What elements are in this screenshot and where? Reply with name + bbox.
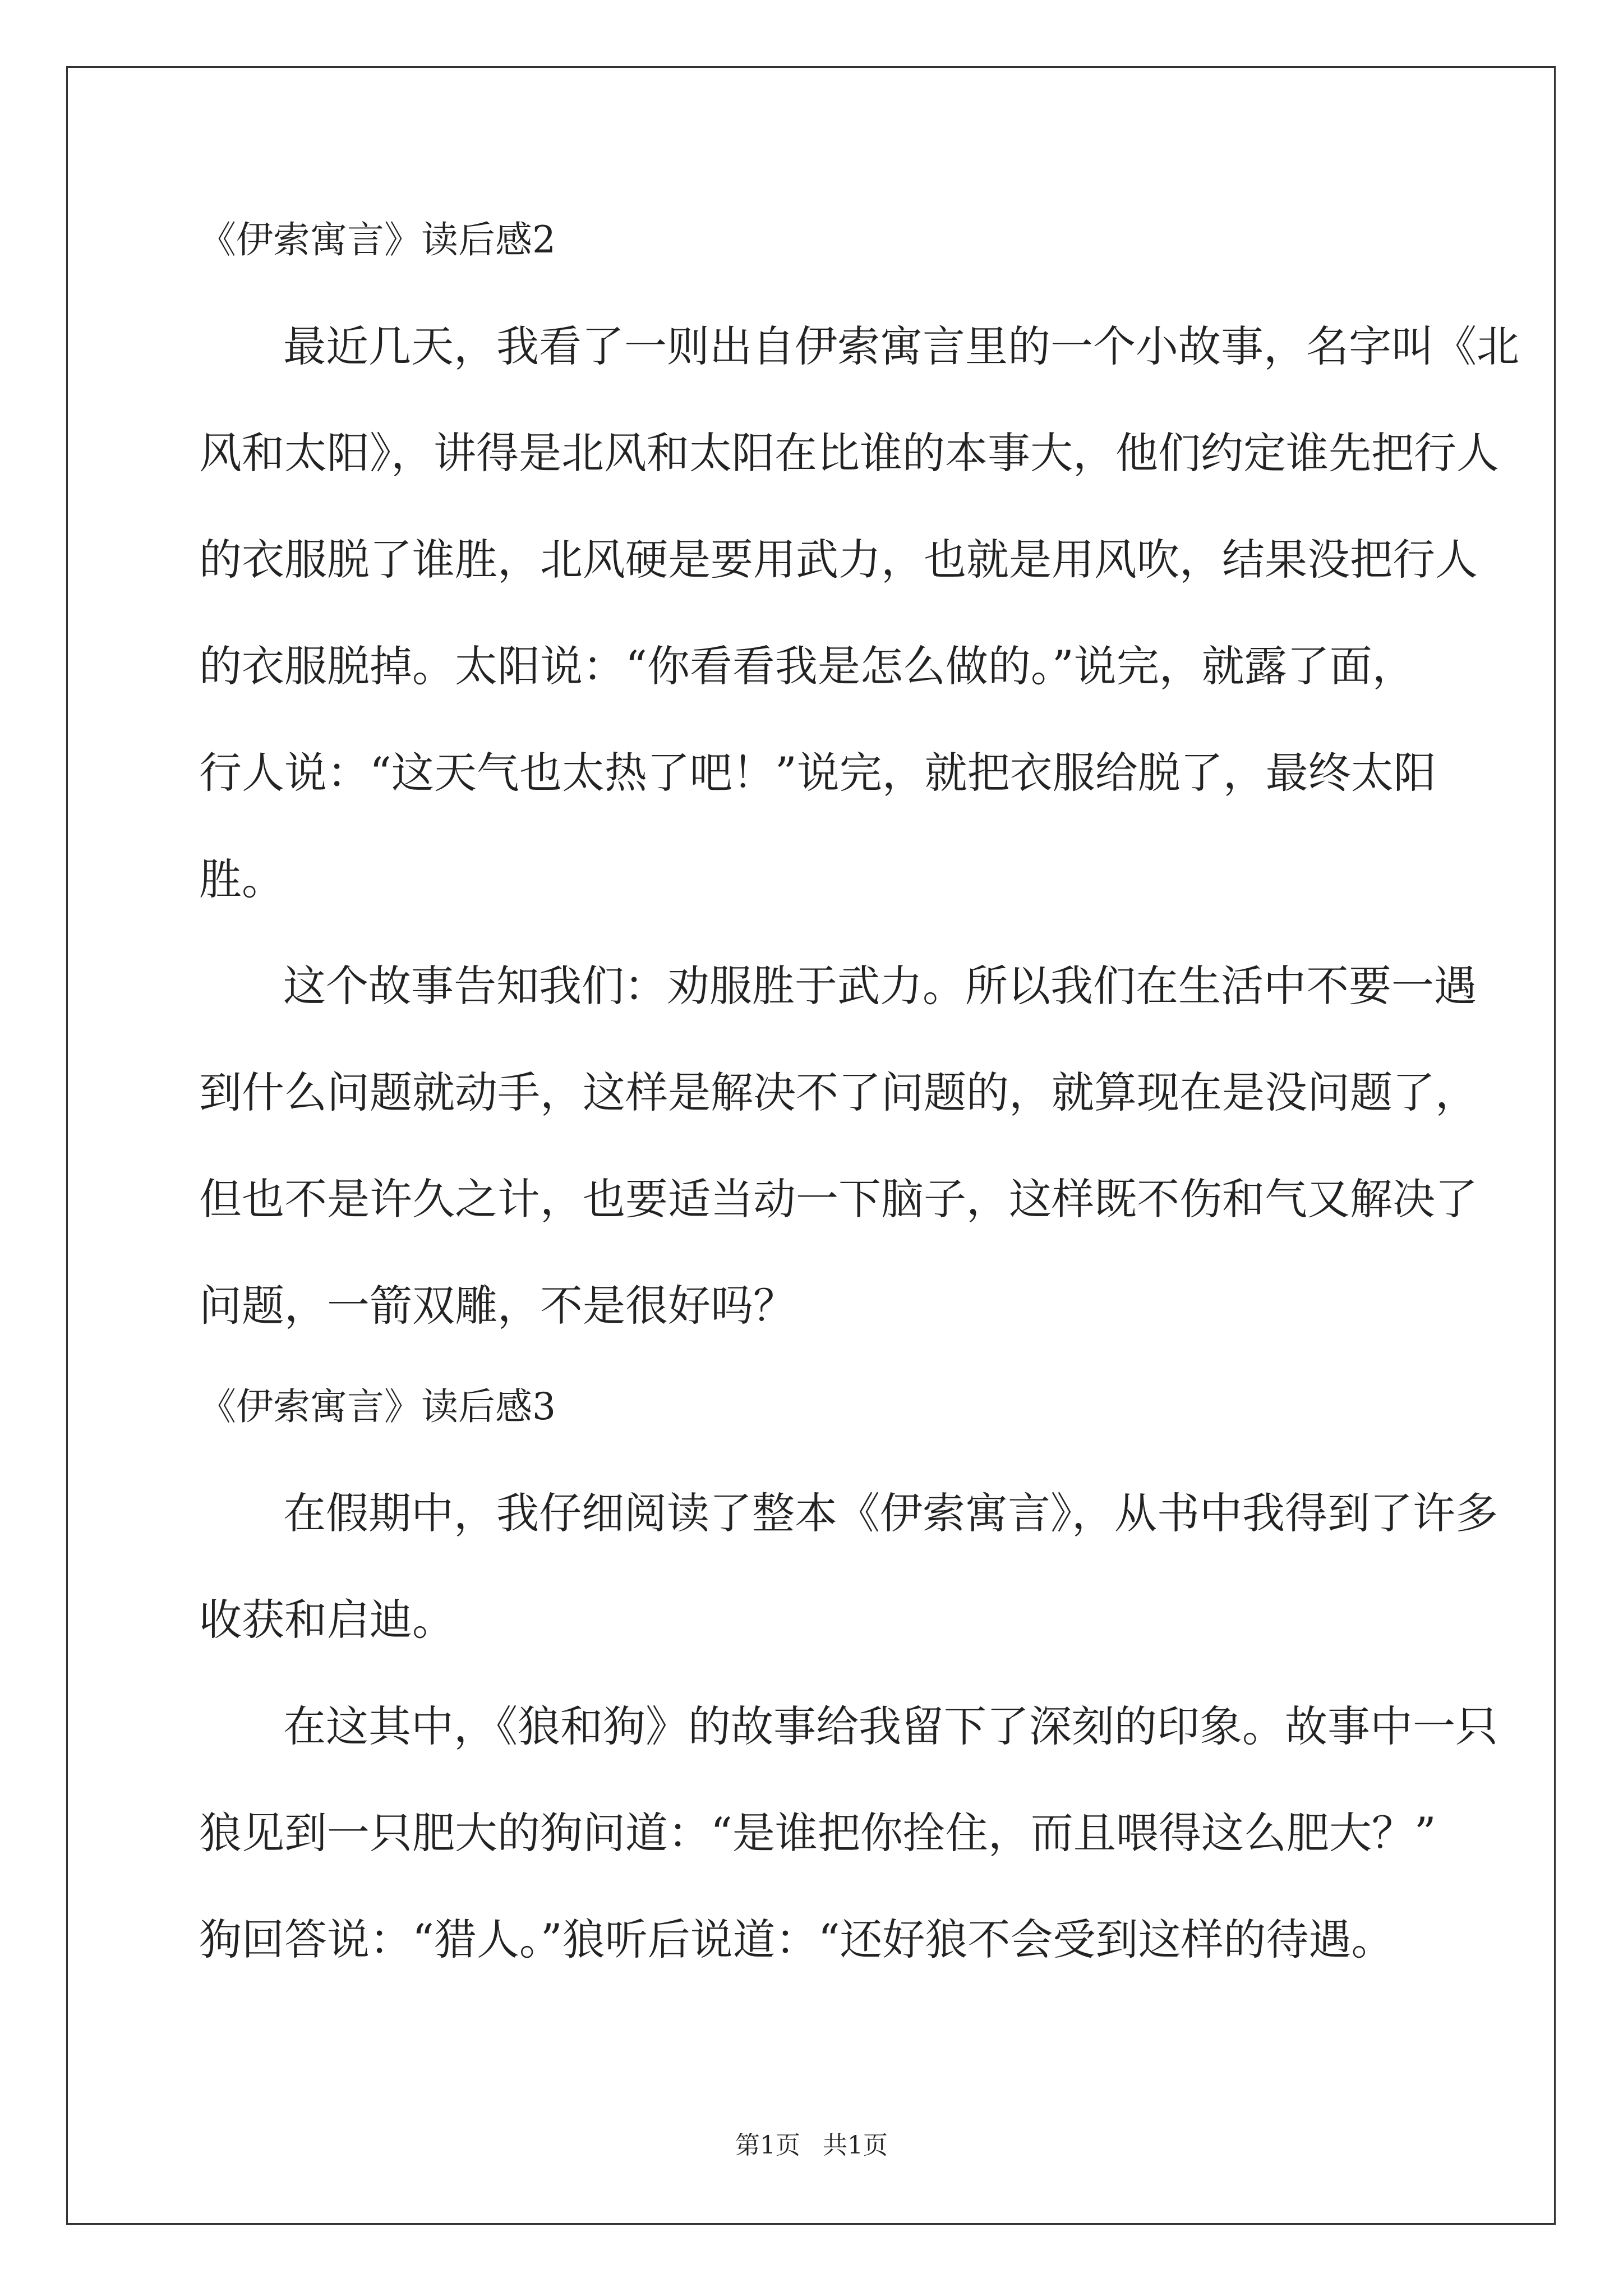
paragraph-line: 胜。 (199, 854, 284, 904)
paragraph-line: 狼见到一只肥大的狗问道：“是谁把你拴住，而且喂得这么肥大？” (199, 1808, 1436, 1858)
page-number: 第1页 (735, 2131, 800, 2160)
paragraph-line: 这个故事告知我们：劝服胜于武力。所以我们在生活中不要一遇 (283, 961, 1477, 1011)
paragraph-line: 风和太阳》，讲得是北风和太阳在比谁的本事大，他们约定谁先把行人 (199, 428, 1499, 478)
paragraph-line: 在这其中，《狼和狗》的故事给我留下了深刻的印象。故事中一只 (283, 1701, 1498, 1751)
paragraph-line: 但也不是许久之计，也要适当动一下脑子，这样既不伤和气又解决了 (199, 1174, 1478, 1224)
paragraph-line: 问题，一箭双雕，不是很好吗？ (199, 1281, 796, 1331)
paragraph-line: 的衣服脱掉。太阳说：“你看看我是怎么做的。”说完，就露了面， (199, 641, 1415, 691)
paragraph-line: 最近几天，我看了一则出自伊索寓言里的一个小故事，名字叫《北 (283, 321, 1519, 371)
page-border (66, 66, 1556, 2225)
page-total: 共1页 (823, 2131, 888, 2160)
paragraph-line: 狗回答说：“猎人。”狼听后说道：“还好狼不会受到这样的待遇。 (199, 1915, 1394, 1964)
section-heading: 《伊索寓言》读后感2 (199, 218, 556, 261)
paragraph-line: 到什么问题就动手，这样是解决不了问题的，就算现在是没问题了， (199, 1068, 1478, 1117)
paragraph-line: 行人说：“这天气也太热了吧！”说完，就把衣服给脱了，最终太阳 (199, 748, 1436, 798)
paragraph-line: 收获和启迪。 (199, 1595, 455, 1645)
page-footer (0, 2130, 1623, 2161)
section-heading: 《伊索寓言》读后感3 (199, 1385, 556, 1428)
paragraph-line: 在假期中，我仔细阅读了整本《伊索寓言》，从书中我得到了许多 (283, 1488, 1498, 1538)
paragraph-line: 的衣服脱了谁胜，北风硬是要用武力，也就是用风吹，结果没把行人 (199, 535, 1478, 585)
